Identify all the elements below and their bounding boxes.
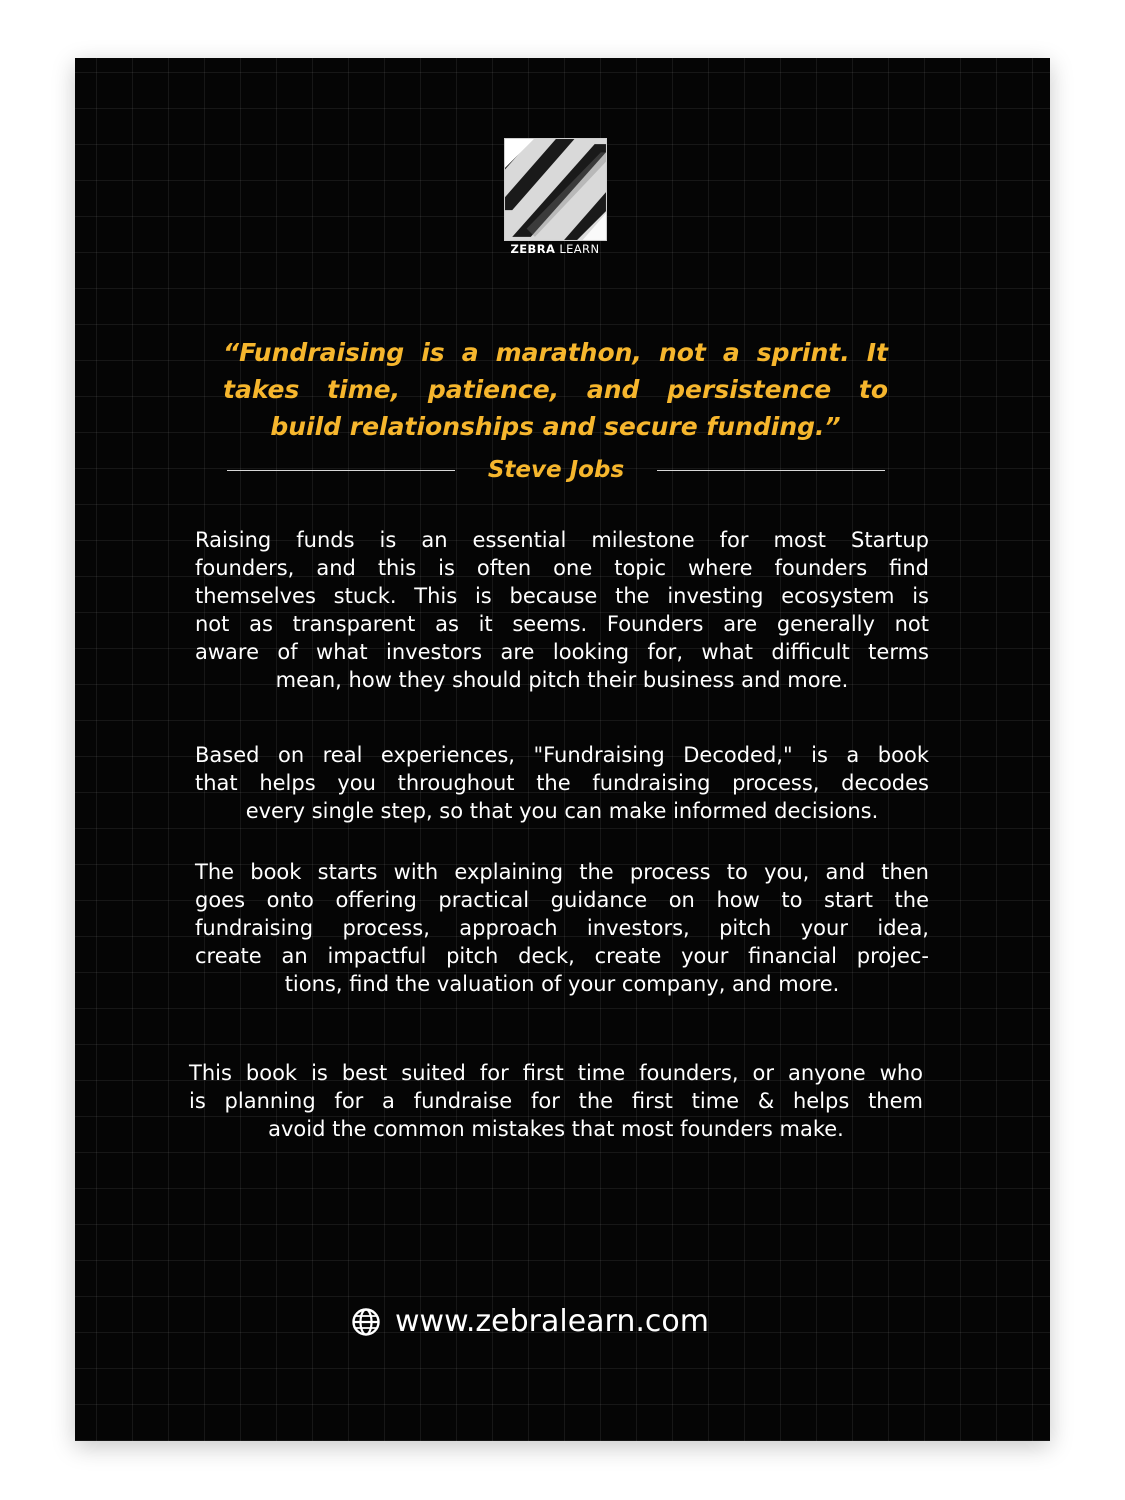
brand-name-bold: ZEBRA xyxy=(510,242,556,256)
brand-name xyxy=(455,242,655,256)
paragraph-line: is planning for a fundraise for the first time & helps them xyxy=(189,1089,923,1113)
website-url[interactable]: www.zebralearn.com xyxy=(395,1304,709,1339)
brand-name-regular: LEARN xyxy=(559,242,600,256)
zebra-stripes-logo-icon xyxy=(504,138,607,241)
description-paragraph-4 xyxy=(189,1059,923,1143)
paragraph-line: create an impactful pitch deck, create your financial projec- xyxy=(195,944,929,968)
quote-block xyxy=(223,334,888,445)
paragraph-line: aware of what investors are looking for, what difficult terms xyxy=(195,640,929,664)
quote-line: build relationships and secure funding.” xyxy=(270,412,841,441)
paragraph-line: avoid the common mistakes that most founders make. xyxy=(268,1117,844,1141)
paragraph-line: every single step, so that you can make informed decisions. xyxy=(245,799,879,823)
book-back-cover xyxy=(75,58,1050,1441)
paragraph-line: This book is best suited for first time founders, or anyone who xyxy=(189,1061,923,1085)
paragraph-line: tions, find the valuation of your company, and more. xyxy=(284,972,840,996)
paragraph-line: founders, and this is often one topic where founders find xyxy=(195,556,929,580)
paragraph-line: goes onto offering practical guidance on how to start the xyxy=(195,888,929,912)
paragraph-line: The book starts with explaining the process to you, and then xyxy=(195,860,929,884)
paragraph-line: that helps you throughout the fundraising process, decodes xyxy=(195,771,929,795)
paragraph-line: fundraising process, approach investors, pitch your idea, xyxy=(195,916,929,940)
quote-line: takes time, patience, and persistence to xyxy=(223,375,888,404)
quote-line: “Fundraising is a marathon, not a sprint. It xyxy=(223,338,888,367)
description-paragraph-3 xyxy=(195,858,929,998)
quote-attribution xyxy=(227,454,885,486)
website-link[interactable] xyxy=(351,1302,791,1342)
paragraph-line: Raising funds is an essential milestone for most Startup xyxy=(195,528,929,552)
paragraph-line: themselves stuck. This is because the investing ecosystem is xyxy=(195,584,929,608)
description-paragraph-2 xyxy=(195,741,929,825)
paragraph-line: Based on real experiences, "Fundraising Decoded," is a book xyxy=(195,743,929,767)
zebra-learn-logo xyxy=(504,138,607,241)
paragraph-line: mean, how they should pitch their business and more. xyxy=(275,668,849,692)
divider-line-left xyxy=(227,470,455,471)
globe-icon xyxy=(351,1307,381,1337)
paragraph-line: not as transparent as it seems. Founders are generally not xyxy=(195,612,929,636)
divider-line-right xyxy=(657,470,885,471)
quote-author: Steve Jobs xyxy=(487,457,625,483)
description-paragraph-1 xyxy=(195,526,929,694)
